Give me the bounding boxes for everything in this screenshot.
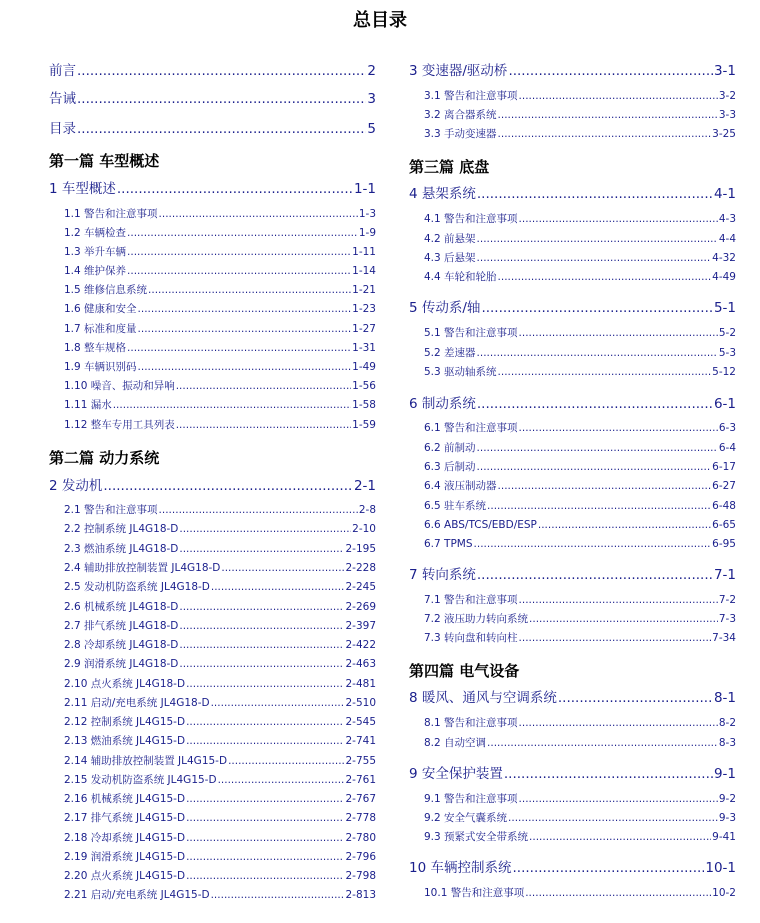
toc-page-number: 6-1 [713,396,736,412]
toc-section-entry[interactable] [49,715,376,729]
toc-entry-title: 1.2 车辆检查 [64,227,127,239]
dot-leader [148,283,351,297]
dot-leader [474,537,712,551]
toc-page-number: 5-3 [718,347,736,359]
toc-entry-title: 3.2 离合器系统 [424,109,497,121]
dot-leader [179,638,344,652]
toc-page-number: 1-1 [353,181,376,197]
dot-leader [529,612,718,626]
toc-entry-title: 8.2 自动空调 [424,737,487,749]
toc-section-entry[interactable] [409,421,736,435]
toc-page-number: 2-545 [345,716,376,728]
dot-leader [211,580,345,594]
dot-leader [179,600,344,614]
toc-section-entry[interactable] [49,522,376,536]
toc-page-number: 2-767 [345,793,376,805]
toc-entry-title: 4.3 后悬架 [424,252,476,264]
toc-page-number: 1-58 [352,399,376,411]
toc-entry-title: 2.2 控制系统 JL4G18-D [64,523,179,535]
toc-section-entry[interactable] [49,869,376,883]
toc-page-number: 5 [367,121,376,137]
dot-leader [186,811,344,825]
toc-page-number: 1-11 [352,246,376,258]
toc-section-entry[interactable] [409,232,736,246]
toc-entry-title: 6.2 前制动 [424,442,476,454]
toc-chapter-entry[interactable] [49,90,376,108]
part-heading: 第二篇 动力系统 [49,449,160,467]
toc-chapter-entry[interactable] [49,120,376,138]
toc-entry-title: 2.21 启动/充电系统 JL4G15-D [64,889,210,901]
toc-section-entry[interactable] [49,226,376,240]
toc-section-entry[interactable] [49,302,376,316]
toc-page-number: 5-2 [718,327,736,339]
toc-entry-title: 10.1 警告和注意事项 [424,887,525,899]
toc-section-entry[interactable] [409,460,736,474]
dot-leader [186,677,344,691]
dot-leader [117,180,353,198]
toc-section-entry[interactable] [49,696,376,710]
toc-entry-title: 2.4 辅助排放控制装置 JL4G18-D [64,562,221,574]
toc-section-entry[interactable] [49,811,376,825]
toc-page-number: 2 [367,63,376,79]
toc-section-entry[interactable] [49,398,376,412]
dot-leader [176,418,351,432]
toc-page-number: 6-3 [718,422,736,434]
part-heading: 第四篇 电气设备 [409,662,520,680]
toc-section-entry[interactable] [49,245,376,259]
toc-page-number: 1-9 [358,227,376,239]
toc-page-number: 4-32 [712,252,736,264]
dot-leader [159,207,358,221]
toc-page-number: 2-1 [353,478,376,494]
dot-leader [481,299,713,317]
dot-leader [77,120,366,138]
dot-leader [519,716,718,730]
dot-leader [186,831,344,845]
toc-chapter-entry[interactable] [49,477,376,495]
toc-entry-title: 9.3 预紧式安全带系统 [424,831,529,843]
toc-entry-title: 2.5 发动机防盗系统 JL4G18-D [64,581,210,593]
toc-page-number: 4-1 [713,186,736,202]
dot-leader [186,715,344,729]
toc-entry-title: 3.1 警告和注意事项 [424,90,518,102]
toc-page-number: 1-59 [352,419,376,431]
toc-page-number: 2-755 [345,755,376,767]
toc-section-entry[interactable] [49,754,376,768]
toc-section-entry[interactable] [409,518,736,532]
dot-leader [504,765,713,783]
toc-entry-title: 2.13 燃油系统 JL4G15-D [64,735,186,747]
toc-entry-title: 告诫 [49,91,76,107]
toc-section-entry[interactable] [409,251,736,265]
dot-leader [138,360,352,374]
toc-entry-title: 2.19 润滑系统 JL4G15-D [64,851,186,863]
dot-leader [127,341,351,355]
toc-section-entry[interactable] [49,264,376,278]
dot-leader [519,326,718,340]
toc-entry-title: 6.4 液压制动器 [424,480,497,492]
toc-chapter-entry[interactable] [409,185,736,203]
toc-page-number: 2-796 [345,851,376,863]
toc-section-entry[interactable] [49,619,376,633]
dot-leader [519,421,718,435]
toc-page-number: 8-1 [713,690,736,706]
toc-entry-title: 8.1 警告和注意事项 [424,717,518,729]
toc-section-entry[interactable] [49,283,376,297]
dot-leader [498,270,712,284]
toc-entry-title: 2.7 排气系统 JL4G18-D [64,620,179,632]
toc-page-number: 2-780 [345,832,376,844]
toc-page-number: 3 [367,91,376,107]
toc-entry-title: 7 转向系统 [409,567,476,583]
dot-leader [508,811,718,825]
toc-section-entry[interactable] [409,108,736,122]
toc-page-number: 10-2 [712,887,736,899]
dot-leader [221,561,344,575]
toc-entry-title: 9 安全保护装置 [409,766,503,782]
toc-page-number: 2-813 [345,889,376,901]
toc-entry-title: 2.11 启动/充电系统 JL4G18-D [64,697,210,709]
toc-page-number: 2-228 [345,562,376,574]
dot-leader [498,127,712,141]
dot-leader [498,365,712,379]
toc-page-number: 2-195 [345,543,376,555]
toc-page-number: 1-27 [352,323,376,335]
toc-entry-title: 2 发动机 [49,478,103,494]
toc-entry-title: 3 变速器/驱动桥 [409,63,508,79]
toc-section-entry[interactable] [409,127,736,141]
toc-entry-title: 1.7 标准和度量 [64,323,137,335]
toc-entry-title: 7.3 转向盘和转向柱 [424,632,518,644]
toc-section-entry[interactable] [49,341,376,355]
dot-leader [179,522,351,536]
toc-page-number: 6-95 [712,538,736,550]
toc-page-number: 1-31 [352,342,376,354]
toc-page-number: 1-21 [352,284,376,296]
dot-leader [186,734,344,748]
dot-leader [127,264,351,278]
toc-section-entry[interactable] [49,360,376,374]
toc-section-entry[interactable] [409,811,736,825]
dot-leader [477,232,718,246]
dot-leader [77,62,366,80]
toc-section-entry[interactable] [409,612,736,626]
toc-entry-title: 5.1 警告和注意事项 [424,327,518,339]
toc-entry-title: 2.1 警告和注意事项 [64,504,158,516]
dot-leader [538,518,711,532]
dot-leader [558,689,713,707]
dot-leader [77,90,366,108]
toc-entry-title: 10 车辆控制系统 [409,860,512,876]
toc-entry-title: 4.4 车轮和轮胎 [424,271,497,283]
dot-leader [159,503,358,517]
toc-section-entry[interactable] [49,561,376,575]
toc-section-entry[interactable] [49,600,376,614]
toc-entry-title: 6.6 ABS/TCS/EBD/ESP [424,519,537,531]
toc-entry-title: 7.1 警告和注意事项 [424,594,518,606]
toc-section-entry[interactable] [409,593,736,607]
toc-entry-title: 2.17 排气系统 JL4G15-D [64,812,186,824]
toc-section-entry[interactable] [409,479,736,493]
toc-page-number: 2-10 [352,523,376,535]
dot-leader [127,245,351,259]
toc-entry-title: 目录 [49,121,76,137]
toc-section-entry[interactable] [409,326,736,340]
dot-leader [477,251,712,265]
toc-section-entry[interactable] [409,499,736,513]
toc-entry-title: 6 制动系统 [409,396,476,412]
dot-leader [498,479,712,493]
dot-leader [218,773,345,787]
dot-leader [127,226,358,240]
toc-section-entry[interactable] [409,537,736,551]
toc-section-entry[interactable] [49,207,376,221]
dot-leader [477,346,718,360]
toc-page-number: 3-1 [713,63,736,79]
toc-entry-title: 9.1 警告和注意事项 [424,793,518,805]
toc-entry-title: 4.1 警告和注意事项 [424,213,518,225]
toc-entry-title: 2.20 点火系统 JL4G15-D [64,870,186,882]
toc-chapter-entry[interactable] [409,859,736,877]
dot-leader [508,62,713,80]
part-heading: 第一篇 车型概述 [49,152,160,170]
dot-leader [477,185,713,203]
dot-leader [525,886,711,900]
toc-entry-title: 2.8 冷却系统 JL4G18-D [64,639,179,651]
toc-section-entry[interactable] [49,657,376,671]
toc-chapter-entry[interactable] [49,180,376,198]
toc-entry-title: 4.2 前悬架 [424,233,476,245]
dot-leader [519,89,718,103]
dot-leader [176,379,351,393]
toc-entry-title: 1.10 噪音、振动和异响 [64,380,175,392]
dot-leader [186,850,344,864]
toc-section-entry[interactable] [409,365,736,379]
toc-section-entry[interactable] [49,638,376,652]
toc-entry-title: 1.9 车辆识别码 [64,361,137,373]
toc-entry-title: 1.5 维修信息系统 [64,284,148,296]
dot-leader [179,619,344,633]
toc-section-entry[interactable] [409,792,736,806]
toc-entry-title: 7.2 液压助力转向系统 [424,613,529,625]
toc-section-entry[interactable] [409,631,736,645]
toc-entry-title: 1.8 整车规格 [64,342,127,354]
dot-leader [138,322,352,336]
toc-section-entry[interactable] [49,792,376,806]
toc-entry-title: 4 悬架系统 [409,186,476,202]
toc-page-number: 8-2 [718,717,736,729]
toc-entry-title: 2.9 润滑系统 JL4G18-D [64,658,179,670]
toc-entry-title: 5.3 驱动轴系统 [424,366,497,378]
dot-leader [103,477,353,495]
toc-entry-title: 2.16 机械系统 JL4G15-D [64,793,186,805]
toc-page-number: 2-397 [345,620,376,632]
toc-page-number: 3-25 [712,128,736,140]
toc-page-number: 9-3 [718,812,736,824]
toc-section-entry[interactable] [49,418,376,432]
toc-entry-title: 9.2 安全气囊系统 [424,812,508,824]
dot-leader [186,792,344,806]
toc-chapter-entry[interactable] [409,395,736,413]
toc-page-number: 2-245 [345,581,376,593]
toc-page-number: 1-14 [352,265,376,277]
dot-leader [228,754,344,768]
toc-section-entry[interactable] [409,716,736,730]
toc-section-entry[interactable] [409,830,736,844]
toc-entry-title: 6.5 驻车系统 [424,500,487,512]
dot-leader [211,888,345,902]
toc-page-number: 4-4 [718,233,736,245]
toc-entry-title: 2.10 点火系统 JL4G18-D [64,678,186,690]
toc-page-number: 2-741 [345,735,376,747]
toc-page-number: 3-3 [718,109,736,121]
toc-chapter-entry[interactable] [409,62,736,80]
toc-section-entry[interactable] [49,580,376,594]
toc-section-entry[interactable] [49,503,376,517]
toc-page-number: 6-65 [712,519,736,531]
toc-chapter-entry[interactable] [409,566,736,584]
toc-page-number: 2-269 [345,601,376,613]
toc-entry-title: 5.2 差速器 [424,347,476,359]
toc-page-number: 3-2 [718,90,736,102]
toc-entry-title: 2.6 机械系统 JL4G18-D [64,601,179,613]
toc-page-number: 2-463 [345,658,376,670]
toc-entry-title: 6.1 警告和注意事项 [424,422,518,434]
toc-page-number: 5-1 [713,300,736,316]
dot-leader [519,593,718,607]
toc-section-entry[interactable] [49,831,376,845]
toc-page-number: 7-3 [718,613,736,625]
dot-leader [113,398,351,412]
toc-page-number: 6-48 [712,500,736,512]
toc-section-entry[interactable] [409,270,736,284]
dot-leader [186,869,344,883]
dot-leader [487,736,718,750]
toc-page-number: 1-23 [352,303,376,315]
toc-page-number: 6-27 [712,480,736,492]
dot-leader [179,542,344,556]
toc-page-number: 7-2 [718,594,736,606]
toc-entry-title: 6.7 TPMS [424,538,473,550]
toc-page-number: 6-4 [718,442,736,454]
toc-entry-title: 1.11 漏水 [64,399,112,411]
dot-leader [498,108,718,122]
part-heading: 第三篇 底盘 [409,158,490,176]
toc-entry-title: 1.1 警告和注意事项 [64,208,158,220]
toc-entry-title: 2.18 冷却系统 JL4G15-D [64,832,186,844]
toc-page-number: 2-422 [345,639,376,651]
toc-entry-title: 1 车型概述 [49,181,116,197]
toc-page-number: 2-481 [345,678,376,690]
dot-leader [179,657,344,671]
toc-section-entry[interactable] [49,734,376,748]
toc-page-number: 2-761 [345,774,376,786]
toc-section-entry[interactable] [409,212,736,226]
toc-page-number: 2-798 [345,870,376,882]
toc-page-number: 9-2 [718,793,736,805]
toc-entry-title: 1.12 整车专用工具列表 [64,419,175,431]
toc-section-entry[interactable] [49,850,376,864]
toc-section-entry[interactable] [49,773,376,787]
toc-page-number: 6-17 [712,461,736,473]
toc-page-number: 9-1 [713,766,736,782]
toc-section-entry[interactable] [409,736,736,750]
toc-section-entry[interactable] [49,542,376,556]
toc-section-entry[interactable] [49,677,376,691]
toc-page-number: 1-3 [358,208,376,220]
dot-leader [529,830,711,844]
toc-page-number: 7-34 [712,632,736,644]
toc-page-number: 10-1 [705,860,736,876]
toc-entry-title: 1.3 举升车辆 [64,246,127,258]
toc-chapter-entry[interactable] [49,62,376,80]
dot-leader [487,499,711,513]
toc-entry-title: 3.3 手动变速器 [424,128,497,140]
toc-page-number: 2-778 [345,812,376,824]
toc-page-number: 7-1 [713,567,736,583]
dot-leader [477,460,712,474]
dot-leader [519,792,718,806]
toc-page-number: 4-3 [718,213,736,225]
dot-leader [477,566,713,584]
dot-leader [477,441,718,455]
toc-entry-title: 6.3 后制动 [424,461,476,473]
toc-section-entry[interactable] [409,441,736,455]
toc-page-number: 5-12 [712,366,736,378]
toc-entry-title: 5 传动系/轴 [409,300,481,316]
toc-page-number: 4-49 [712,271,736,283]
toc-chapter-entry[interactable] [409,765,736,783]
dot-leader [477,395,713,413]
toc-page-number: 2-510 [345,697,376,709]
toc-entry-title: 2.14 辅助排放控制装置 JL4G15-D [64,755,228,767]
page-title: 总目录 [353,10,407,31]
toc-chapter-entry[interactable] [409,299,736,317]
toc-entry-title: 2.15 发动机防盗系统 JL4G15-D [64,774,217,786]
toc-section-entry[interactable] [49,322,376,336]
toc-chapter-entry[interactable] [409,689,736,707]
toc-page-number: 8-3 [718,737,736,749]
toc-entry-title: 1.4 维护保养 [64,265,127,277]
toc-entry-title: 8 暖风、通风与空调系统 [409,690,557,706]
toc-page-number: 9-41 [712,831,736,843]
toc-section-entry[interactable] [49,888,376,902]
toc-page-number: 2-8 [358,504,376,516]
toc-entry-title: 1.6 健康和安全 [64,303,137,315]
dot-leader [519,631,712,645]
dot-leader [519,212,718,226]
toc-entry-title: 2.12 控制系统 JL4G15-D [64,716,186,728]
toc-section-entry[interactable] [409,346,736,360]
toc-page-number: 1-56 [352,380,376,392]
toc-page-number: 1-49 [352,361,376,373]
toc-section-entry[interactable] [409,886,736,900]
toc-section-entry[interactable] [409,89,736,103]
dot-leader [211,696,345,710]
dot-leader [512,859,704,877]
toc-entry-title: 2.3 燃油系统 JL4G18-D [64,543,179,555]
toc-section-entry[interactable] [49,379,376,393]
toc-entry-title: 前言 [49,63,76,79]
dot-leader [138,302,352,316]
